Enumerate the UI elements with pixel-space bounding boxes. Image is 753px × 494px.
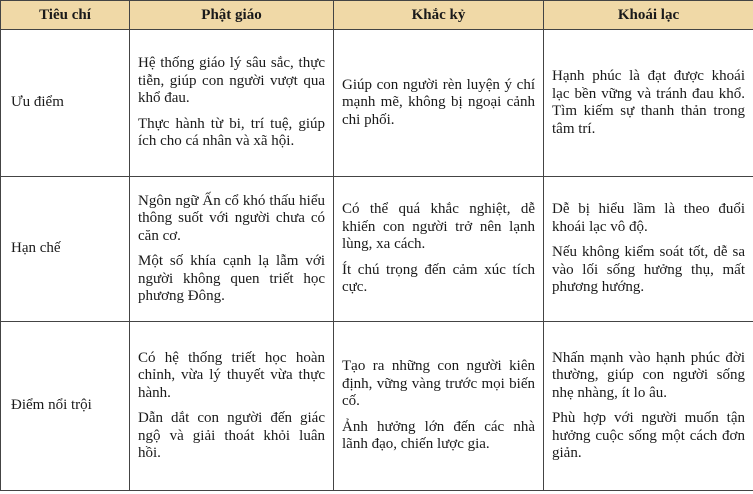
hedonism-cell [544, 177, 753, 322]
cell-paragraph: Giúp con người rèn luyện ý chí mạnh mẽ, không bị ngoại cảnh chi phối. [342, 76, 535, 128]
hedonism-cell [544, 322, 753, 491]
table-row [1, 322, 753, 491]
cell-paragraph: Có thể quá khắc nghiệt, dễ khiến con người trở nên lạnh lùng, xa cách. [342, 201, 535, 253]
table-row [1, 177, 753, 322]
buddhism-cell [130, 177, 334, 322]
cell-paragraph: Ảnh hưởng lớn đến các nhà lãnh đạo, chiến lược gia. [342, 418, 535, 453]
cell-paragraph: Dẫn dắt con người đến giác ngộ và giải thoát khỏi luân hồi. [138, 410, 325, 461]
buddhism-cell [130, 322, 334, 491]
cell-paragraph: Thực hành từ bi, trí tuệ, giúp ích cho cá nhân và xã hội. [138, 115, 325, 150]
cell-paragraph: Phù hợp với người muốn tận hưởng cuộc sống một cách đơn giản. [552, 410, 745, 461]
criterion-cell: Ưu điểm [1, 30, 130, 177]
cell-paragraph: Ít chú trọng đến cảm xúc tích cực. [342, 261, 535, 296]
cell-paragraph: Một số khía cạnh lạ lẫm với người không quen triết học phương Đông. [138, 253, 325, 304]
header-row [1, 1, 753, 30]
criterion-cell: Hạn chế [1, 177, 130, 322]
cell-paragraph: Ngôn ngữ Ấn cổ khó thấu hiểu thông suốt với người chưa có căn cơ. [138, 192, 325, 244]
stoicism-cell [334, 322, 544, 491]
buddhism-cell [130, 30, 334, 177]
header-criterion: Tiêu chí [1, 1, 130, 30]
cell-paragraph: Tạo ra những con người kiên định, vững vàng trước mọi biến cố. [342, 358, 535, 410]
hedonism-cell [544, 30, 753, 177]
cell-paragraph: Hệ thống giáo lý sâu sắc, thực tiễn, giúp con người vượt qua khổ đau. [138, 55, 325, 107]
stoicism-cell [334, 177, 544, 322]
criterion-cell: Điểm nổi trội [1, 322, 130, 491]
cell-paragraph: Có hệ thống triết học hoàn chỉnh, vừa lý thuyết vừa thực hành. [138, 349, 325, 401]
cell-paragraph: Nhấn mạnh vào hạnh phúc đời thường, giúp con người sống nhẹ nhàng, ít lo âu. [552, 349, 745, 401]
cell-paragraph: Hạnh phúc là đạt được khoái lạc bền vững và tránh đau khổ. Tìm kiếm sự thanh thản trong tâm trí. [552, 68, 745, 137]
header-stoicism: Khắc kỷ [334, 1, 544, 30]
header-buddhism: Phật giáo [130, 1, 334, 30]
header-hedonism: Khoái lạc [544, 1, 753, 30]
stoicism-cell [334, 30, 544, 177]
table-row [1, 30, 753, 177]
cell-paragraph: Nếu không kiểm soát tốt, dễ sa vào lối sống hưởng thụ, mất phương hướng. [552, 244, 745, 296]
cell-paragraph: Dễ bị hiểu lầm là theo đuổi khoái lạc vô độ. [552, 201, 745, 235]
